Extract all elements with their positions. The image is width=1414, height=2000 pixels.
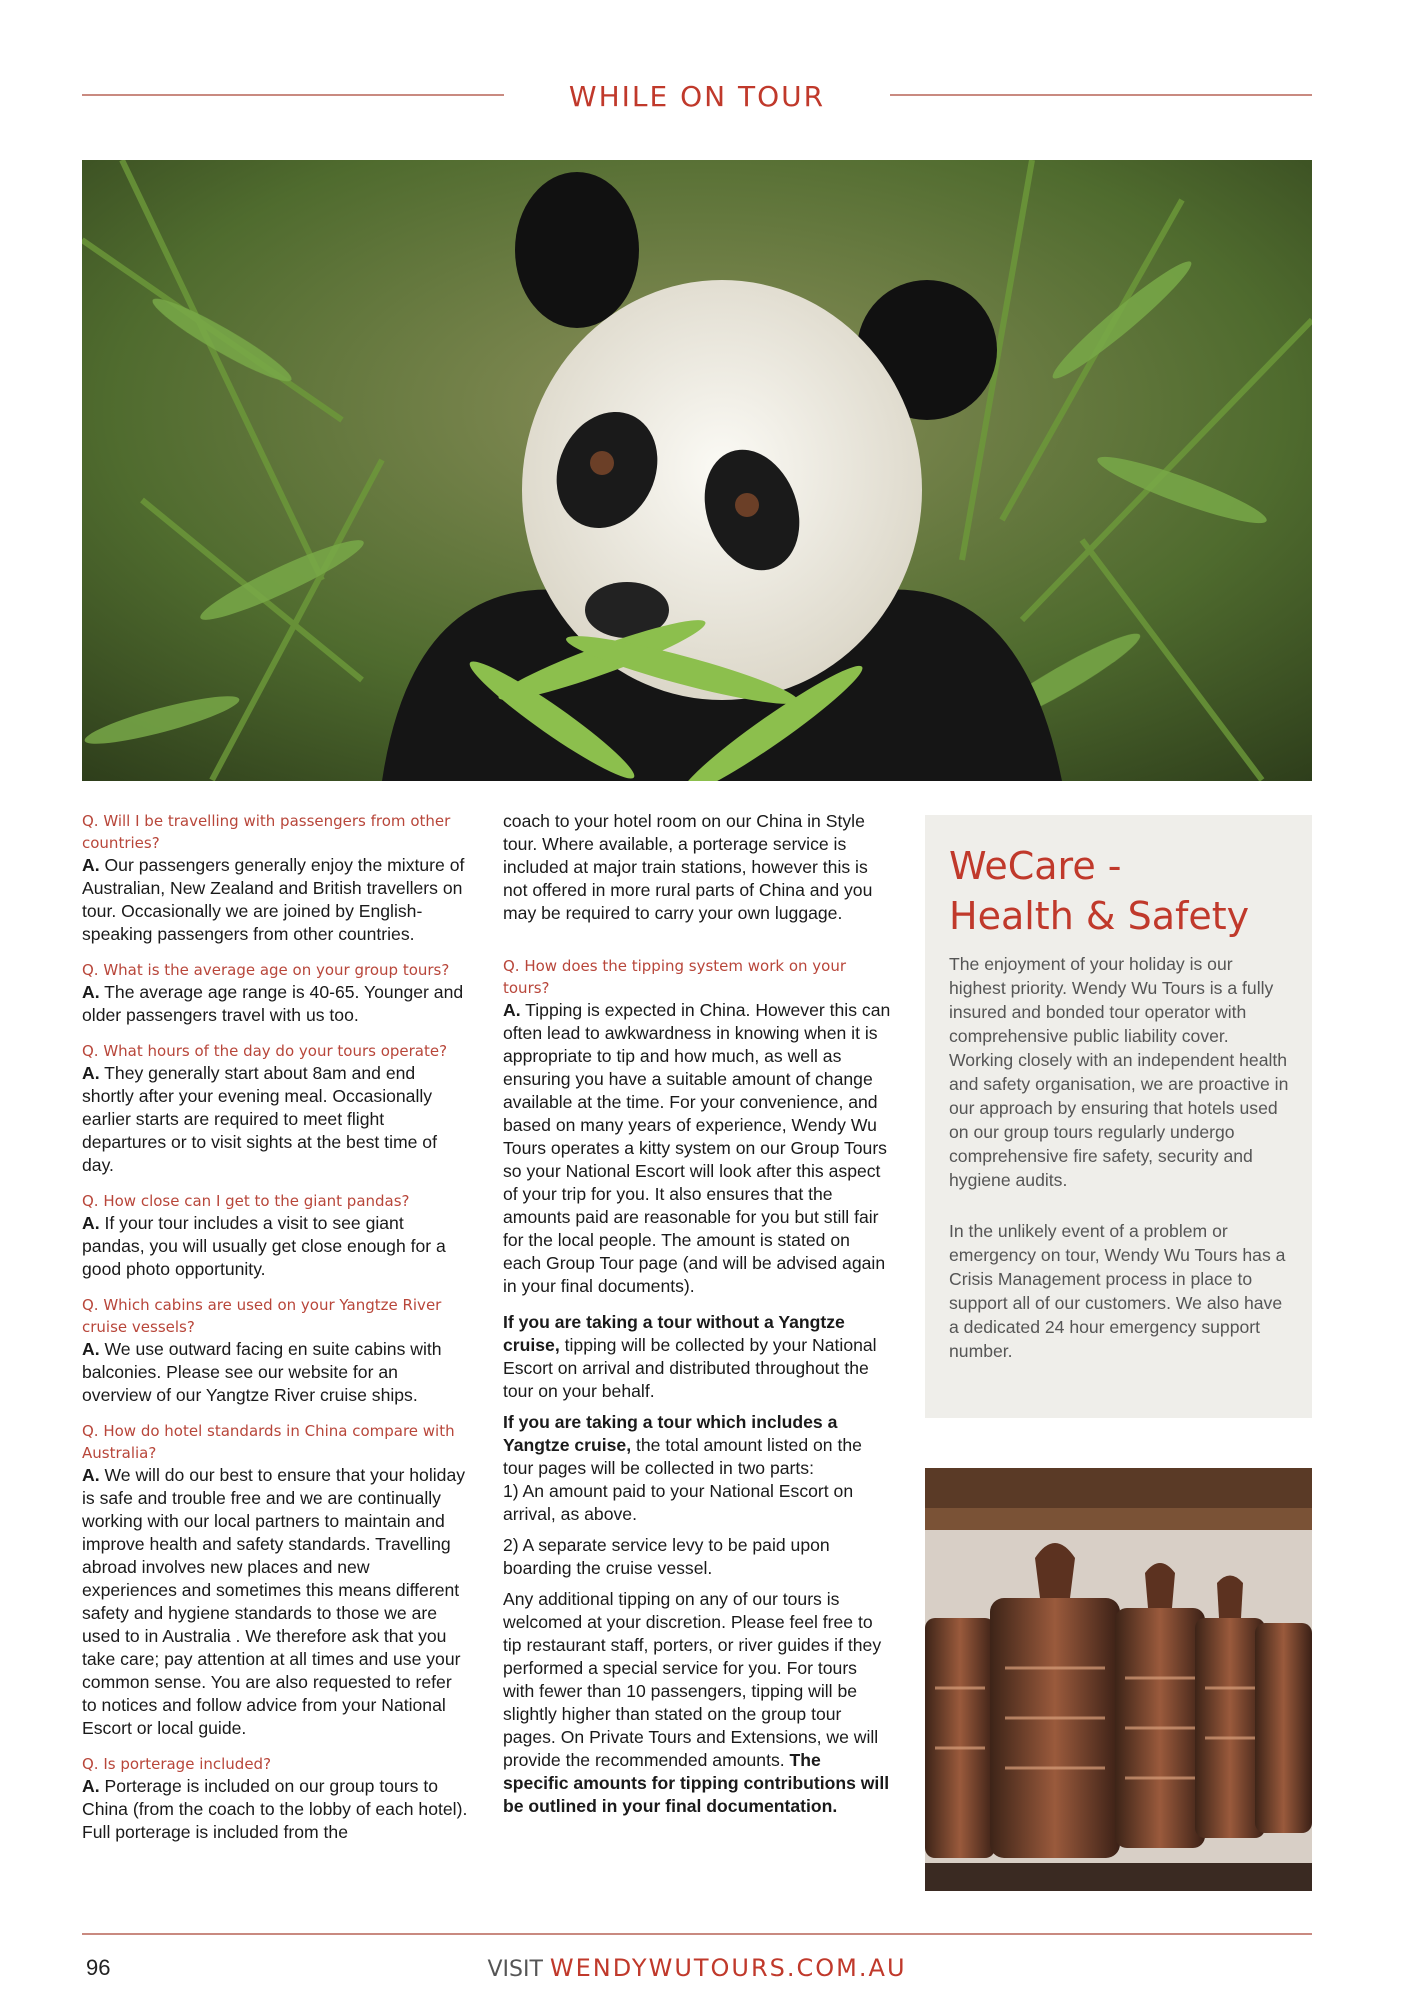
- footer-visit: [0, 1954, 1394, 1982]
- faq-item: [82, 1753, 468, 1844]
- wecare-sidebar: [925, 815, 1312, 1418]
- tipping-with-cruise: If you are taking a tour which includes a Yangtze cruise, the total amount listed on the tour pages will be collected in two parts:: [503, 1412, 862, 1478]
- faq-item: [82, 1294, 468, 1407]
- faq-answer: A. They generally start about 8am and end shortly after your evening meal. Occasionally earlier starts are required to meet flight departures or to visit sights at the best time of day.: [82, 1063, 437, 1175]
- faq-question: Q. How do hotel standards in China compare with Australia?: [82, 1422, 455, 1462]
- faq-item: [82, 1040, 468, 1177]
- sidebar-body: [949, 952, 1294, 1390]
- faq-item: [82, 810, 468, 946]
- faq-answer: A. The average age range is 40-65. Younger and older passengers travel with us too.: [82, 982, 464, 1025]
- sidebar-paragraph: In the unlikely event of a problem or emergency on tour, Wendy Wu Tours has a Crisis Management process in place to support all of our customers. We also have a dedicated 24 hour emergency support number.: [949, 1221, 1286, 1361]
- panda-icon: [82, 160, 1312, 781]
- faq-question: Q. Is porterage included?: [82, 1755, 272, 1773]
- faq-question: Q. How close can I get to the giant pandas?: [82, 1192, 410, 1210]
- faq-answer: A. Porterage is included on our group tours to China (from the coach to the lobby of each hotel). Full porterage is included from the: [82, 1776, 468, 1842]
- panda-photo: [82, 160, 1312, 781]
- faq-question: Q. Which cabins are used on your Yangtze River cruise vessels?: [82, 1296, 442, 1336]
- faq-answer: A. Tipping is expected in China. However this can often lead to awkwardness in knowing when it is appropriate to tip and how much, as well as ensuring you have a suitable amount of change available at the time. For your convenience, and based on many years of experience, Wendy Wu Tours operates a kitty system on our Group Tours so your National Escort will look after this aspect of your trip for you. It also ensures that the amounts paid are reasonable for you but still fair for the local people. The amount is stated on each Group Tour page (and will be advised again in your final documents).: [503, 1000, 891, 1296]
- faq-question: Q. Will I be travelling with passengers from other countries?: [82, 812, 451, 852]
- tipping-part-1: 1) An amount paid to your National Escort on arrival, as above.: [503, 1481, 854, 1524]
- tipping-part-2: 2) A separate service levy to be paid upon boarding the cruise vessel.: [503, 1535, 830, 1578]
- faq-question: Q. What hours of the day do your tours operate?: [82, 1042, 448, 1060]
- faq-item: [503, 955, 891, 1298]
- faq-answer: A. If your tour includes a visit to see giant pandas, you will usually get close enough for a good photo opportunity.: [82, 1213, 446, 1279]
- section-title: WHILE ON TOUR: [568, 80, 826, 113]
- tipping-without-cruise: If you are taking a tour without a Yangtze cruise, tipping will be collected by your National Escort on arrival and distributed throughout the tour on your behalf.: [503, 1312, 877, 1401]
- faq-answer: A. Our passengers generally enjoy the mixture of Australian, New Zealand and British travellers on tour. Occasionally we are joined by English-speaking passengers from other countries.: [82, 855, 465, 944]
- faq-answer: A. We use outward facing en suite cabins with balconies. Please see our website for an overview of our Yangtze River cruise ships.: [82, 1339, 442, 1405]
- sidebar-title: WeCare - Health & Safety: [949, 844, 1250, 938]
- porterage-continued: coach to your hotel room on our China in Style tour. Where available, a porterage service is included at major train stations, however this is not offered in more rural parts of China and you may be required to carry your own luggage.: [503, 811, 873, 923]
- visit-label: VISIT: [487, 1957, 543, 1982]
- prayer-wheel-icon: [925, 1468, 1312, 1891]
- faq-answer: A. We will do our best to ensure that your holiday is safe and trouble free and we are continually working with our local partners to maintain and improve health and safety standards. Travelling abroad involves new places and new experiences and sometimes this means different safety and hygiene standards to those we are used to in Australia . We therefore ask that you take care; pay attention at all times and use your common sense. You are also requested to refer to notices and follow advice from your National Escort or local guide.: [82, 1465, 466, 1738]
- sidebar-paragraph: The enjoyment of your holiday is our highest priority. Wendy Wu Tours is a fully insured and bonded tour operator with comprehensive public liability cover. Working closely with an independent health and safety organisation, we are proactive in our approach by ensuring that hotels used on our group tours regularly undergo comprehensive fire safety, security and hygiene audits.: [949, 954, 1289, 1190]
- faq-question: Q. What is the average age on your group tours?: [82, 961, 450, 979]
- faq-item: [82, 1420, 468, 1740]
- faq-item: [82, 959, 468, 1027]
- faq-column-left: [82, 810, 468, 1857]
- page-number: 96: [86, 1955, 111, 1980]
- prayer-wheels-photo: [925, 1468, 1312, 1891]
- footer-rule: [82, 1933, 1312, 1935]
- faq-question: Q. How does the tipping system work on your tours?: [503, 957, 847, 997]
- faq-item: [82, 1190, 468, 1281]
- tipping-additional: Any additional tipping on any of our tours is welcomed at your discretion. Please feel free to tip restaurant staff, porters, or river guides if they performed a special service for you. For tours with fewer than 10 passengers, tipping will be slightly higher than stated on the group tour pages. On Private Tours and Extensions, we will provide the recommended amounts. The specific amounts for tipping contributions will be outlined in your final documentation.: [503, 1589, 890, 1816]
- website-link[interactable]: WENDYWUTOURS.COM.AU: [549, 1954, 907, 1982]
- faq-column-middle: [503, 810, 891, 1826]
